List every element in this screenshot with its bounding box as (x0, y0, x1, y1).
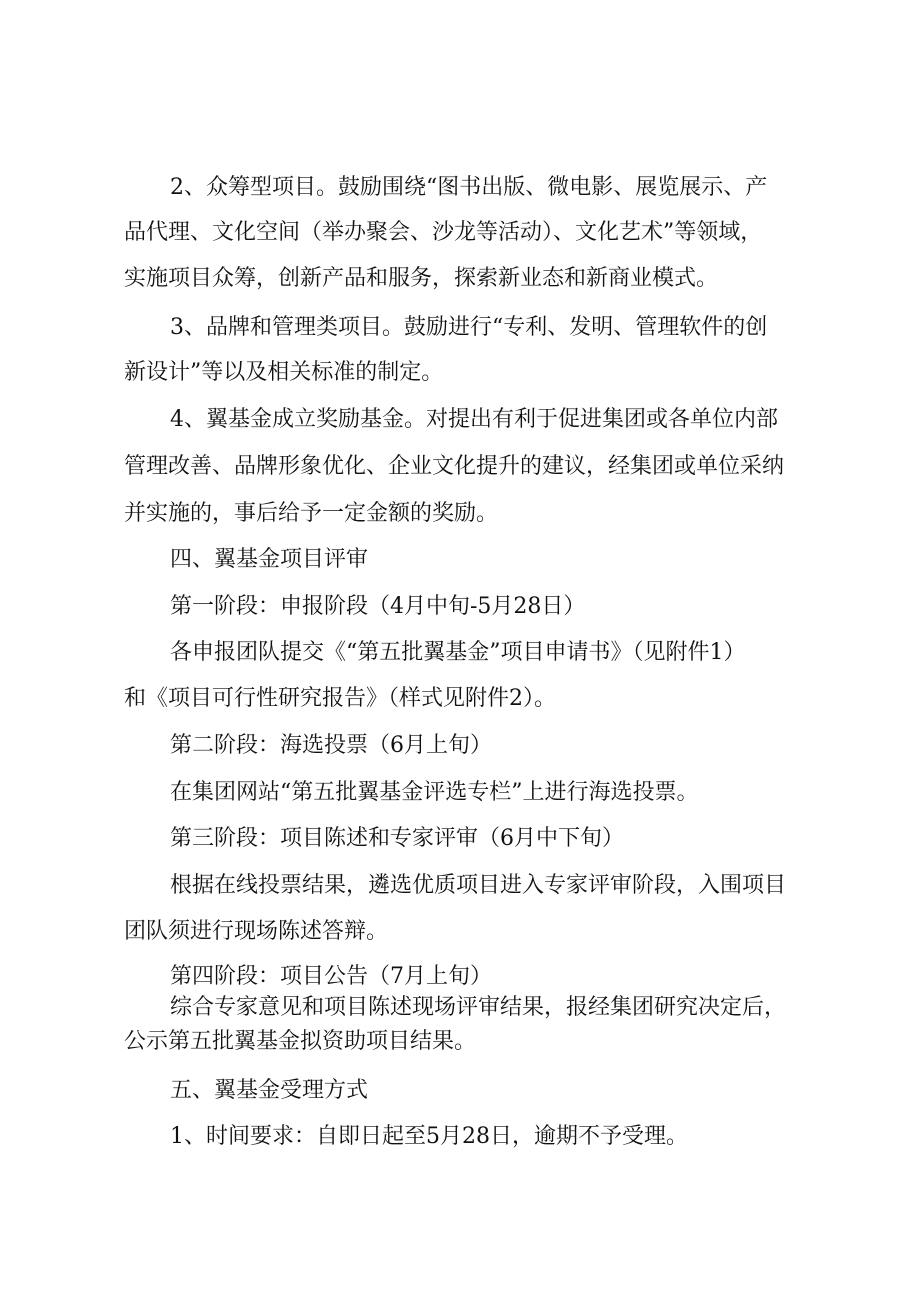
text-line: 团队须进行现场陈述答辩。 (124, 919, 389, 944)
text-line: 新设计”等以及相关标准的制定。 (124, 360, 444, 385)
text-line: 各申报团队提交《“第五批翼基金”项目申请书》（见附件1） (170, 640, 746, 665)
text-line: 和《项目可行性研究报告》（样式见附件2）。 (124, 686, 556, 711)
section-heading: 五、翼基金受理方式 (170, 1078, 369, 1103)
stage-heading: 第三阶段：项目陈述和专家评审（6月中下旬） (170, 826, 624, 851)
text-line: 综合专家意见和项目陈述现场评审结果，报经集团研究决定后， (170, 995, 787, 1020)
text-line: 在集团网站“第五批翼基金评选专栏”上进行海选投票。 (170, 780, 699, 805)
text-line: 并实施的，事后给予一定金额的奖励。 (124, 501, 499, 526)
stage-heading: 第一阶段：申报阶段（4月中旬-5月28日） (170, 594, 586, 619)
stage-heading: 第四阶段：项目公告（7月上旬） (170, 964, 492, 989)
text-line: 实施项目众筹，创新产品和服务，探索新业态和新商业模式。 (124, 266, 719, 291)
text-line: 1、时间要求：自即日起至5月28日，逾期不予受理。 (170, 1124, 688, 1149)
text-line: 公示第五批翼基金拟资助项目结果。 (124, 1029, 477, 1054)
section-heading: 四、翼基金项目评审 (170, 547, 369, 572)
text-line: 2、众筹型项目。鼓励围绕“图书出版、微电影、展览展示、产 (170, 175, 768, 200)
stage-heading: 第二阶段：海选投票（6月上旬） (170, 733, 492, 758)
text-line: 3、品牌和管理类项目。鼓励进行“专利、发明、管理软件的创 (170, 315, 768, 340)
text-line: 4、翼基金成立奖励基金。对提出有利于促进集团或各单位内部 (170, 407, 778, 432)
text-line: 管理改善、品牌形象优化、企业文化提升的建议，经集团或单位采纳 (124, 454, 785, 479)
text-line: 品代理、文化空间（举办聚会、沙龙等活动）、文化艺术”等领域， (124, 220, 763, 245)
text-line: 根据在线投票结果，遴选优质项目进入专家评审阶段，入围项目 (170, 873, 787, 898)
